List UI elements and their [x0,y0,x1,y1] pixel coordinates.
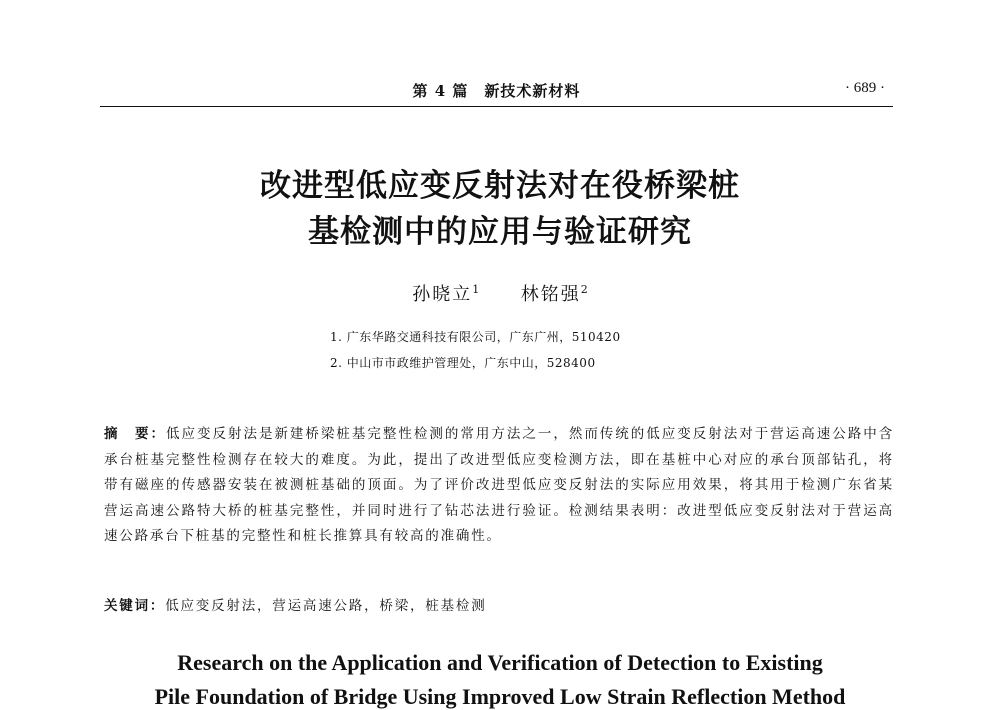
running-header [100,80,893,104]
author-list [0,280,1000,306]
english-title-line-1: Research on the Application and Verification of Detection to Existing [177,650,823,675]
keywords-label: 关键词： [104,598,166,614]
section-title: 第 4 篇 新技术新材料 [412,82,581,100]
author-affiliation-marker: 2 [580,283,588,296]
paper-title-line-2: 基检测中的应用与验证研究 [308,214,692,250]
paper-title-line-1: 改进型低应变反射法对在役桥梁桩 [260,168,740,204]
abstract [104,422,894,550]
keywords-text: 低应变反射法，营运高速公路，桥梁，桩基检测 [165,598,487,614]
header-rule [100,106,893,107]
abstract-text: 低应变反射法是新建桥梁桩基完整性检测的常用方法之一，然而传统的低应变反射法对于营运高速公路中含承台桩基完整性检测存在较大的难度。为此，提出了改进型低应变检测方法，即在基桩中心对应的承台顶部钻孔，将带有磁座的传感器安装在被测桩基础的顶面。为了评价改进型低应变反射法的实际应用效果，将其用于检测广东省某营运高速公路特大桥的桩基完整性，并同时进行了钻芯法进行验证。检测结果表明：改进型低应变反射法对于营运高速公路承台下桩基的完整性和桩长推算具有较高的准确性。 [104,426,894,545]
english-title-line-2: Pile Foundation of Bridge Using Improved Low Strain Reflection Method [154,684,846,709]
page-number: · 689 · [845,80,885,96]
author-name: 孙晓立 [412,284,473,305]
abstract-label: 摘 要： [104,426,166,442]
affiliation-1: 1. 广东华路交通科技有限公司，广东广州，510420 [330,330,621,344]
affiliation-2: 2. 中山市市政维护管理处，广东中山，528400 [330,356,596,370]
keywords [104,594,894,614]
author-affiliation-marker: 1 [472,283,480,296]
author-name: 林铭强 [520,284,581,305]
